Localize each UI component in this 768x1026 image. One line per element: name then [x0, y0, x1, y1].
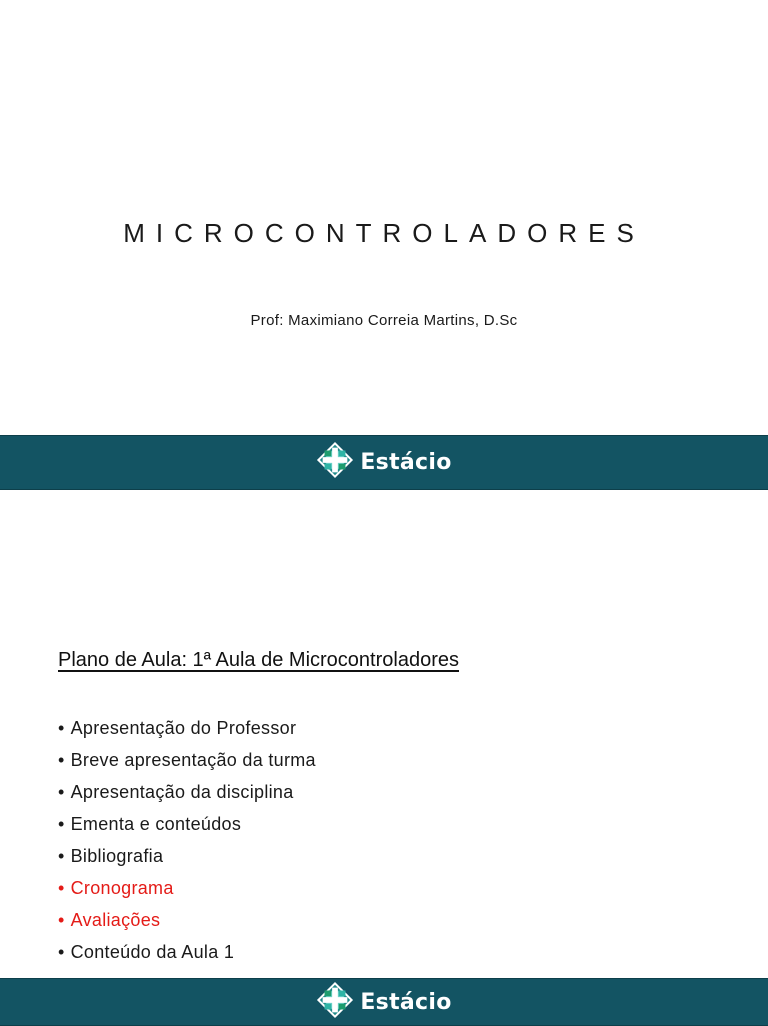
brand-band-top [0, 435, 768, 490]
agenda-item-highlight [58, 872, 316, 904]
bullet-icon: • [58, 878, 65, 898]
agenda-item [58, 776, 316, 808]
agenda-item-label: Ementa e conteúdos [70, 814, 242, 834]
bullet-icon: • [58, 846, 65, 866]
agenda-item-label: Apresentação da disciplina [70, 782, 294, 802]
slide-title: MICROCONTROLADORES [123, 218, 645, 248]
estacio-logo-text: Estácio [360, 450, 452, 475]
estacio-logo [316, 441, 451, 484]
bullet-icon: • [58, 782, 65, 802]
agenda-item-label: Conteúdo da Aula 1 [70, 942, 235, 962]
bullet-icon: • [58, 910, 65, 930]
agenda-item-label: Avaliações [70, 910, 161, 930]
agenda-item [58, 840, 316, 872]
agenda-item-label: Cronograma [70, 878, 174, 898]
estacio-diamond-cross-icon [316, 981, 354, 1024]
agenda-item-label: Apresentação do Professor [70, 718, 297, 738]
agenda-item [58, 744, 316, 776]
agenda-item [58, 936, 316, 968]
agenda-item-label: Breve apresentação da turma [70, 750, 316, 770]
estacio-logo [316, 981, 451, 1024]
estacio-logo-text: Estácio [360, 989, 452, 1015]
estacio-diamond-cross-icon [316, 441, 354, 484]
lesson-plan-heading: Plano de Aula: 1ª Aula de Microcontroladores [58, 649, 459, 671]
bullet-icon: • [58, 814, 65, 834]
agenda-item-highlight [58, 904, 316, 936]
bullet-icon: • [58, 718, 65, 738]
agenda-item-label: Bibliografia [70, 846, 164, 866]
brand-band-bottom [0, 978, 768, 1026]
agenda-item [58, 712, 316, 744]
agenda-list [58, 712, 316, 968]
bullet-icon: • [58, 750, 65, 770]
bullet-icon: • [58, 942, 65, 962]
slide-subtitle: Prof: Maximiano Correia Martins, D.Sc [250, 312, 518, 329]
agenda-item [58, 808, 316, 840]
